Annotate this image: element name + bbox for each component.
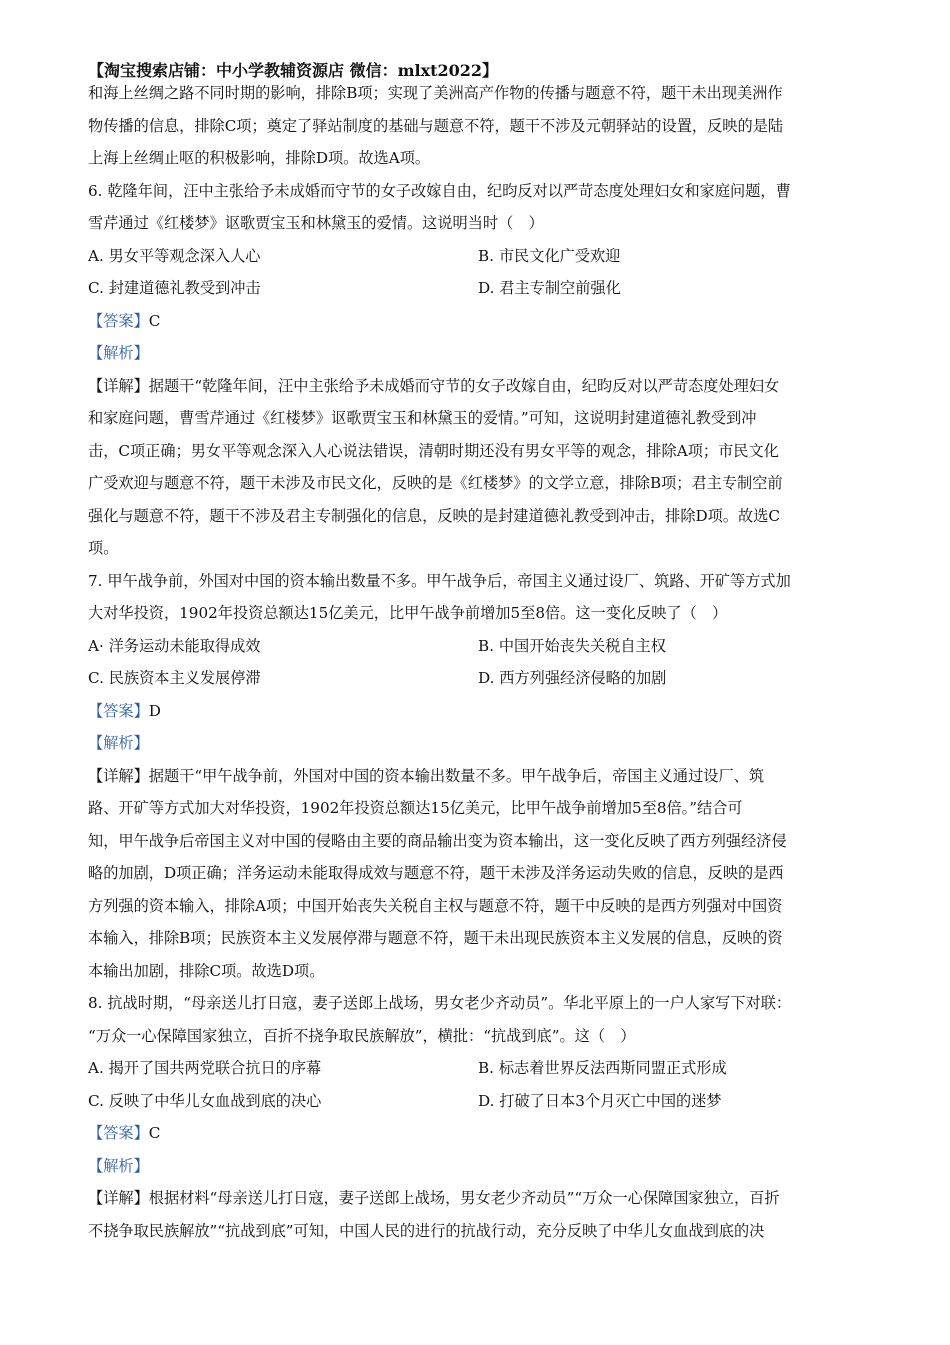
q6-detail: 击，C项正确；男女平等观念深入人心说法错误，清朝时期还没有男女平等的观念，排除A项；市民文化 [88, 442, 779, 460]
page-header: 【淘宝搜索店铺：中小学教辅资源店 微信：mlxt2022】 [88, 61, 499, 80]
q7-detail: 【详解】据题干“甲午战争前，外国对中国的资本输出数量不多。甲午战争后，帝国主义通过设厂、筑 [88, 767, 765, 785]
q7-detail: 本输入，排除B项；民族资本主义发展停滞与题意不符，题干未出现民族资本主义发展的信息，反映的资 [88, 929, 783, 947]
q6-option-d: D. 君主专制空前强化 [478, 279, 621, 297]
q7-detail: 方列强的资本输入，排除A项；中国开始丧失关税自主权与题意不符，题干中反映的是西方列强对中国资 [88, 897, 783, 915]
q6-answer [88, 311, 160, 331]
q8-option-c: C. 反映了中华儿女血战到底的决心 [88, 1092, 322, 1110]
answer-value: C [148, 312, 161, 330]
q8-option-a: A. 揭开了国共两党联合抗日的序幕 [88, 1059, 322, 1077]
q7-option-a: A· 洋务运动未能取得成效 [88, 637, 261, 655]
q7-answer [88, 701, 161, 721]
q8-option-d: D. 打破了日本3个月灭亡中国的迷梦 [478, 1092, 722, 1110]
q6-detail: 【详解】据题干“乾隆年间，汪中主张给予未成婚而守节的女子改嫁自由，纪昀反对以严苛态度处理妇女 [88, 377, 780, 395]
q6-detail: 和家庭问题，曹雪芹通过《红楼梦》讴歌贾宝玉和林黛玉的爱情。”可知，这说明封建道德礼教受到冲 [88, 409, 757, 427]
text-line: 上海上丝绸止呕的积极影响，排除D项。故选A项。 [88, 149, 431, 167]
q7-detail: 本输出加剧，排除C项。故选D项。 [88, 962, 325, 980]
q6-option-c: C. 封建道德礼教受到冲击 [88, 279, 261, 297]
q8-detail: 【详解】根据材料“母亲送儿打日寇，妻子送郎上战场，男女老少齐动员”“万众一心保障国家独立，百折 [88, 1189, 780, 1207]
q7-analysis-label: 【解析】 [88, 734, 149, 752]
text-line: 物传播的信息，排除C项；奠定了驿站制度的基础与题意不符，题干不涉及元朝驿站的设置，反映的是陆 [88, 117, 784, 135]
question-7-stem: 大对华投资，1902年投资总额达15亿美元，比甲午战争前增加5至8倍。这一变化反映了（ ） [88, 604, 728, 622]
q8-option-b: B. 标志着世界反法西斯同盟正式形成 [478, 1059, 727, 1077]
q8-analysis-label: 【解析】 [88, 1157, 149, 1175]
question-6-stem: 6. 乾隆年间，汪中主张给予未成婚而守节的女子改嫁自由，纪昀反对以严苛态度处理妇女和家庭问题，曹 [88, 182, 791, 200]
question-7-stem: 7. 甲午战争前，外国对中国的资本输出数量不多。甲午战争后，帝国主义通过设厂、筑路、开矿等方式加 [88, 572, 791, 590]
q8-answer [88, 1123, 160, 1143]
q6-option-a: A. 男女平等观念深入人心 [88, 247, 261, 265]
question-6-stem: 雪芹通过《红楼梦》讴歌贾宝玉和林黛玉的爱情。这说明当时（ ） [88, 214, 544, 232]
q8-detail: 不挠争取民族解放”“抗战到底”可知，中国人民的进行的抗战行动，充分反映了中华儿女血战到底的决 [88, 1222, 765, 1240]
text-line: 和海上丝绸之路不同时期的影响，排除B项；实现了美洲高产作物的传播与题意不符，题干未出现美洲作 [88, 84, 783, 102]
q6-detail: 项。 [88, 539, 119, 557]
q6-detail: 强化与题意不符，题干不涉及君主专制强化的信息，反映的是封建道德礼教受到冲击，排除D项。故选C [88, 507, 781, 525]
q7-detail: 略的加剧，D项正确；洋务运动未能取得成效与题意不符，题干未涉及洋务运动失败的信息，反映的是西 [88, 864, 784, 882]
answer-label: 【答案】 [88, 312, 149, 330]
answer-label: 【答案】 [88, 702, 149, 720]
q7-detail: 知，甲午战争后帝国主义对中国的侵略由主要的商品输出变为资本输出，这一变化反映了西方列强经济侵 [88, 832, 787, 850]
answer-value: D [148, 702, 161, 720]
answer-value: C [148, 1124, 161, 1142]
q6-detail: 广受欢迎与题意不符，题干未涉及市民文化，反映的是《红楼梦》的文学立意，排除B项；君主专制空前 [88, 474, 783, 492]
q7-option-d: D. 西方列强经济侵略的加剧 [478, 669, 667, 687]
question-8-stem: 8. 抗战时期，“母亲送儿打日寇，妻子送郎上战场，男女老少齐动员”。华北平原上的一户人家写下对联： [88, 994, 792, 1012]
q7-detail: 路、开矿等方式加大对华投资，1902年投资总额达15亿美元，比甲午战争前增加5至8倍。”结合可 [88, 799, 743, 817]
q7-option-c: C. 民族资本主义发展停滞 [88, 669, 261, 687]
q6-analysis-label: 【解析】 [88, 344, 149, 362]
question-8-stem: “万众一心保障国家独立，百折不挠争取民族解放”，横批：“抗战到底”。这（ ） [88, 1027, 636, 1045]
q6-option-b: B. 市民文化广受欢迎 [478, 247, 621, 265]
answer-label: 【答案】 [88, 1124, 149, 1142]
q7-option-b: B. 中国开始丧失关税自主权 [478, 637, 666, 655]
